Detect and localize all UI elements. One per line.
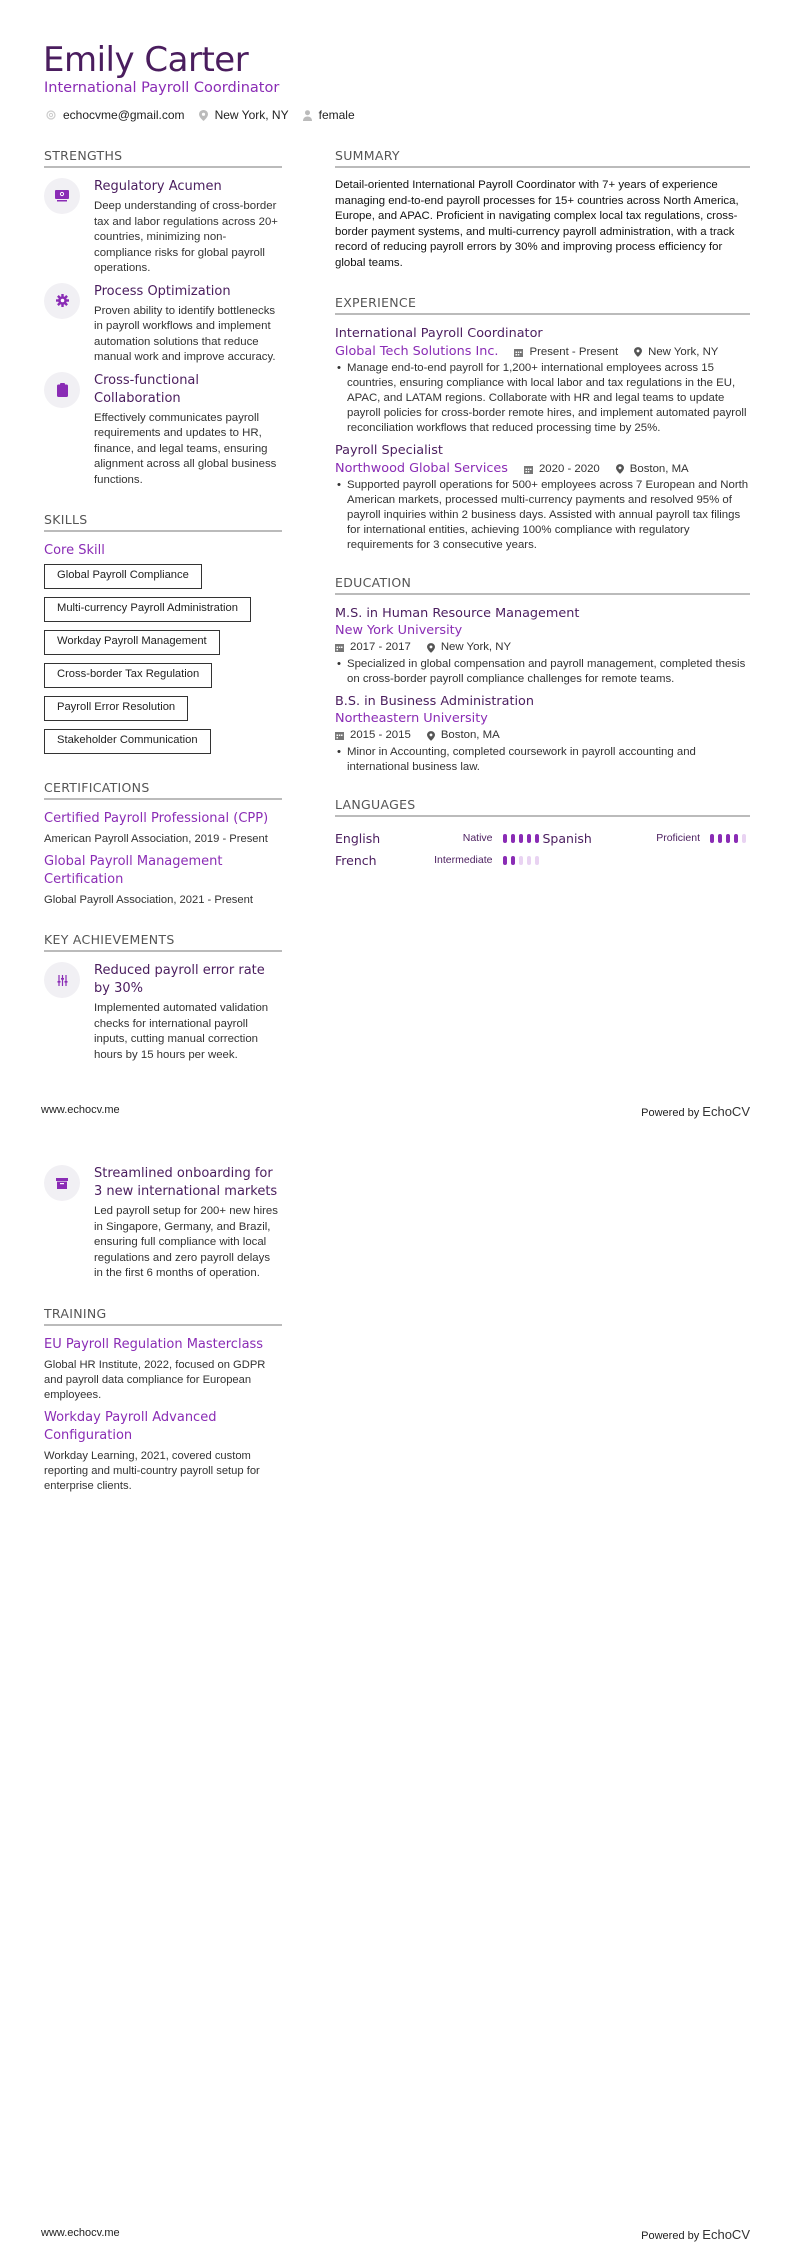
strength-item: [44, 178, 282, 277]
languages-section: [335, 797, 750, 871]
brand-name: EchoCV: [702, 1104, 750, 1119]
experience-bullet: • Supported payroll operations for 500+ employees across 7 European and North American markets, processed multi-currency payments and resolved 95% of payroll inquiries within 2 business days. Assisted with annual payroll tax filings for international entities, achieving 100% compliance with regulatory requirements for 3 consecutive years.: [335, 478, 750, 553]
language-level: Proficient: [656, 832, 700, 844]
achievement-title: Streamlined onboarding for 3 new international markets: [94, 1166, 278, 1199]
language-rating: [499, 834, 539, 843]
training-name: Workday Payroll Advanced Configuration: [44, 1409, 217, 1443]
sliders-icon: [44, 962, 80, 998]
skill-group-title: Core Skill: [44, 543, 105, 558]
map-pin-icon: [427, 731, 435, 741]
rating-dot-filled: [527, 834, 531, 843]
achievement-desc: Implemented automated validation checks for international payroll inputs, cutting manual correction hours by 15 hours per week.: [94, 1002, 269, 1061]
map-pin-icon: [427, 643, 435, 653]
right-column: [335, 148, 750, 871]
calendar-icon: [335, 731, 344, 740]
rating-dot-empty: [742, 834, 746, 843]
rating-dot-filled: [734, 834, 738, 843]
language-name: English: [335, 830, 381, 846]
strength-item: [44, 372, 282, 489]
certification-name: Global Payroll Management Certification: [44, 854, 223, 887]
summary-section: [335, 148, 750, 271]
map-pin-icon: [199, 110, 208, 121]
achievement-desc: Led payroll setup for 200+ new hires in Singapore, Germany, and Brazil, ensuring full compliance with local regulations and zero payroll delays in the first 6 months of operation.: [94, 1205, 278, 1279]
language-item: [335, 827, 543, 849]
map-pin-icon: [634, 347, 642, 357]
language-level: Intermediate: [434, 854, 493, 866]
location: New York, NY: [214, 108, 289, 122]
powered-by-text: Powered by: [641, 2230, 700, 2242]
section-heading: CERTIFICATIONS: [44, 780, 282, 800]
language-rating: [499, 856, 539, 865]
education-bullet: • Specialized in global compensation and payroll management, completed thesis on cross-border payroll compliance challenges for remote teams.: [335, 657, 750, 687]
candidate-name: Emily Carter: [43, 40, 249, 80]
calendar-icon: [335, 643, 344, 652]
strength-item: [44, 283, 282, 366]
strength-desc: Proven ability to identify bottlenecks in payroll workflows and implement automation solutions that reduce manual work and improve accuracy.: [94, 304, 276, 363]
gender: female: [318, 108, 355, 122]
skill-tag: Cross-border Tax Regulation: [44, 663, 212, 688]
calendar-icon: [514, 348, 523, 357]
section-heading: SKILLS: [44, 512, 282, 532]
rating-dot-empty: [527, 856, 531, 865]
section-heading: TRAINING: [44, 1306, 282, 1326]
rating-dot-filled: [511, 834, 515, 843]
summary-text: Detail-oriented International Payroll Coordinator with 7+ years of experience managing end-to-end payroll processes for 15+ countries across North America, Europe, and APAC. Proficient in navigating complex local tax regulations, cross-border payment systems, and multi-currency payroll administration, with a track record of reducing payroll errors by 30% and improving process efficiency for global teams.: [335, 179, 739, 269]
map-pin-icon: [616, 464, 624, 474]
company-name: Global Tech Solutions Inc.: [335, 344, 499, 359]
footer-site-link[interactable]: www.echocv.me: [41, 2227, 120, 2239]
education-bullet: • Minor in Accounting, completed coursework in payroll accounting and international business law.: [335, 745, 750, 775]
rating-dot-empty: [535, 856, 539, 865]
education-item: [335, 693, 750, 775]
rating-dot-filled: [710, 834, 714, 843]
skill-tag: Global Payroll Compliance: [44, 564, 202, 589]
left-column: [44, 1165, 282, 1500]
rating-dot-filled: [535, 834, 539, 843]
training-section: [44, 1306, 282, 1494]
language-rating: [706, 834, 746, 843]
achievement-title: Reduced payroll error rate by 30%: [94, 963, 265, 996]
brand-name: EchoCV: [702, 2227, 750, 2242]
rating-dot-filled: [519, 834, 523, 843]
certifications-section: [44, 780, 282, 908]
archive-icon: [44, 1165, 80, 1201]
certification-meta: American Payroll Association, 2019 - Present: [44, 833, 268, 845]
dates: 2020 - 2020: [538, 463, 600, 475]
strength-title: Regulatory Acumen: [94, 179, 222, 194]
section-heading: STRENGTHS: [44, 148, 282, 168]
strength-desc: Effectively communicates payroll requirements and updates to HR, finance, and legal teams, ensuring alignment across all global business functions.: [94, 411, 277, 486]
certificate-icon: [44, 178, 80, 214]
skills-section: [44, 512, 282, 754]
language-name: French: [335, 852, 377, 868]
location: Boston, MA: [440, 729, 500, 741]
dates: Present - Present: [529, 346, 619, 358]
strength-title: Cross-functional Collaboration: [94, 372, 200, 406]
left-column: [44, 148, 282, 1069]
location: New York, NY: [440, 641, 512, 653]
achievement-item: [44, 1165, 282, 1282]
experience-section: [335, 295, 750, 553]
achievements-section: [44, 932, 282, 1063]
language-level: Native: [462, 832, 493, 844]
section-heading: SUMMARY: [335, 148, 750, 168]
rating-dot-filled: [726, 834, 730, 843]
education-item: [335, 605, 750, 687]
school-name: Northeastern University: [335, 711, 488, 726]
experience-item: [335, 325, 750, 436]
rating-dot-filled: [503, 856, 507, 865]
experience-bullet: • Manage end-to-end payroll for 1,200+ international employees across 15 countries, ensuring compliance with local labor and tax regulations in the EU, APAC, and LATAM regions. Collaborate with HR and legal teams to update payroll policies for cross-border remote hires, and implement automated payroll reconciliation workflows that reduced processing time by 25%.: [335, 361, 750, 436]
rating-dot-filled: [511, 856, 515, 865]
degree: M.S. in Human Resource Management: [335, 606, 580, 621]
training-meta: Global HR Institute, 2022, focused on GDPR and payroll data compliance for European employees.: [44, 1358, 266, 1401]
rating-dot-filled: [503, 834, 507, 843]
skill-tag: Payroll Error Resolution: [44, 696, 188, 721]
dates: 2015 - 2015: [350, 729, 411, 741]
certification-name: Certified Payroll Professional (CPP): [44, 811, 269, 826]
gear-icon: [44, 283, 80, 319]
page-2: [0, 1123, 794, 2246]
rating-dot-empty: [519, 856, 523, 865]
email[interactable]: echocvme@gmail.com: [63, 108, 185, 122]
language-item: [335, 849, 543, 871]
strength-title: Process Optimization: [94, 283, 231, 299]
certification-meta: Global Payroll Association, 2021 - Present: [44, 894, 253, 906]
section-heading: EXPERIENCE: [335, 295, 750, 315]
skill-tag: Workday Payroll Management: [44, 630, 220, 655]
training-meta: Workday Learning, 2021, covered custom reporting and multi-country payroll setup for enterprise clients.: [44, 1449, 260, 1492]
powered-by-text: Powered by: [641, 1107, 700, 1119]
training-name: EU Payroll Regulation Masterclass: [44, 1336, 264, 1352]
skill-tag: Multi-currency Payroll Administration: [44, 597, 251, 622]
section-heading: LANGUAGES: [335, 797, 750, 817]
calendar-icon: [524, 465, 533, 474]
at-icon: [46, 110, 56, 120]
user-icon: [303, 110, 312, 121]
footer-powered-by: [641, 2227, 750, 2242]
skill-tag: Stakeholder Communication: [44, 729, 211, 754]
location: New York, NY: [648, 346, 719, 358]
section-heading: EDUCATION: [335, 575, 750, 595]
location: Boston, MA: [629, 463, 689, 475]
language-item: [543, 827, 751, 849]
achievement-item: [44, 962, 282, 1063]
footer-site-link[interactable]: www.echocv.me: [41, 1104, 120, 1116]
contact-info: [46, 108, 369, 122]
footer-powered-by: [641, 1104, 750, 1119]
company-name: Northwood Global Services: [335, 461, 508, 476]
dates: 2017 - 2017: [350, 641, 411, 653]
section-heading: KEY ACHIEVEMENTS: [44, 932, 282, 952]
position-title: International Payroll Coordinator: [335, 326, 543, 341]
clipboard-icon: [44, 372, 80, 408]
strength-desc: Deep understanding of cross-border tax and labor regulations across 20+ countries, minimizing non-compliance risks for global payroll operations.: [94, 200, 278, 274]
candidate-title: International Payroll Coordinator: [44, 80, 280, 96]
experience-item: [335, 442, 750, 553]
rating-dot-filled: [718, 834, 722, 843]
education-section: [335, 575, 750, 775]
degree: B.S. in Business Administration: [335, 694, 534, 709]
position-title: Payroll Specialist: [335, 443, 443, 458]
strengths-section: [44, 148, 282, 488]
language-name: Spanish: [542, 830, 592, 846]
school-name: New York University: [335, 623, 463, 638]
